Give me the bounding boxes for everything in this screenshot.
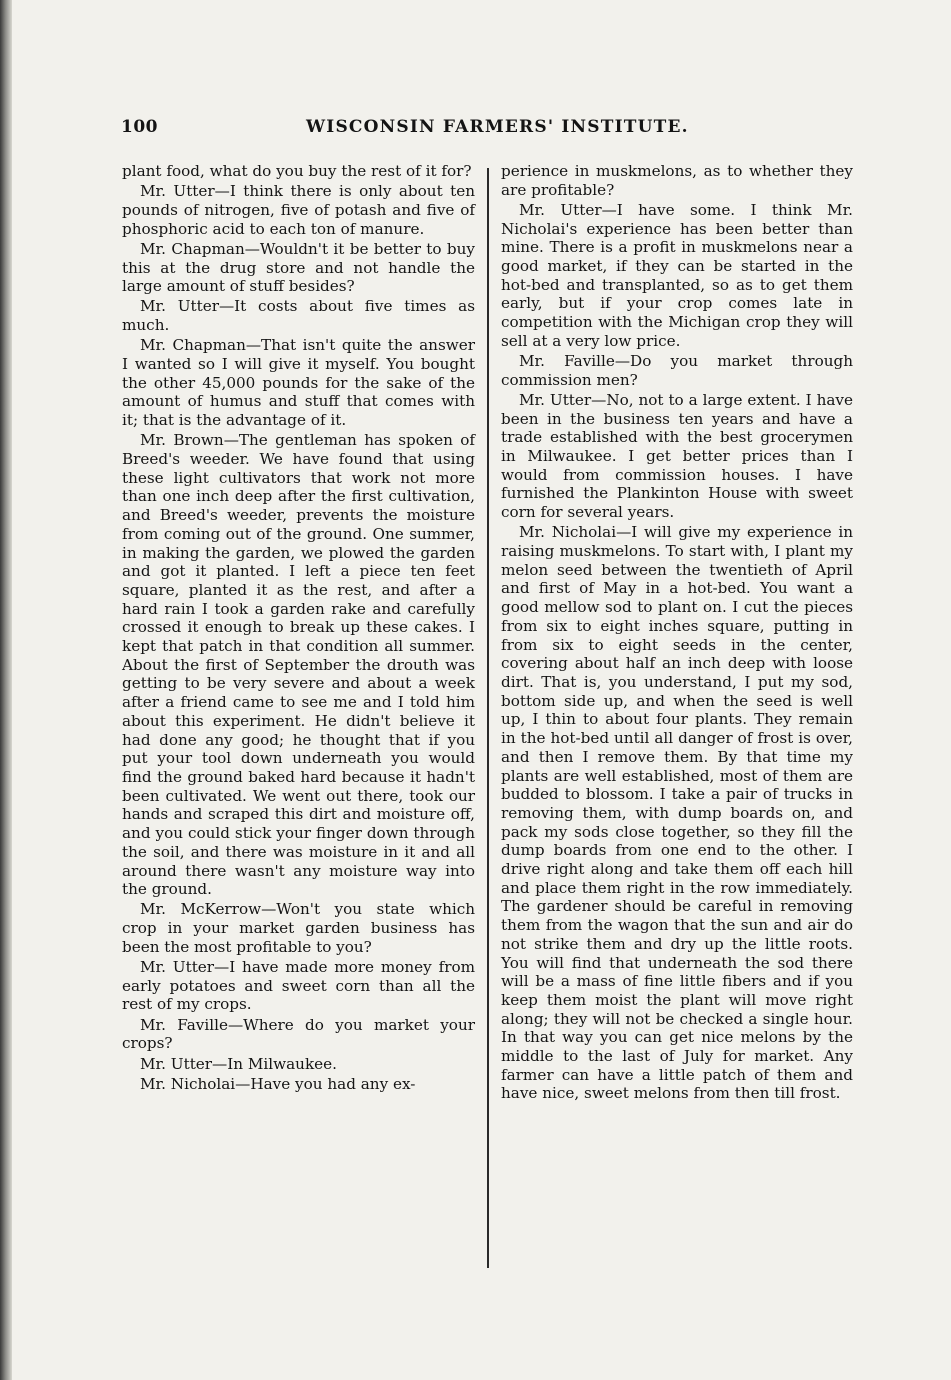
page-binding-edge bbox=[0, 0, 12, 1380]
page-number: 100 bbox=[121, 117, 158, 137]
paragraph: Mr. Faville—Do you market through commission men? bbox=[501, 352, 853, 389]
paragraph: Mr. Utter—No, not to a large extent. I have been in the business ten years and have a trade established with the best grocerymen in Milwaukee. I get better prices than I would from commission houses. I have furnished the Plankinton House with sweet corn for several years. bbox=[501, 390, 853, 522]
paragraph: Mr. Utter—I think there is only about ten pounds of nitrogen, five of potash and five of phosphoric acid to each ton of manure. bbox=[122, 182, 475, 238]
column-divider bbox=[487, 168, 489, 1268]
paragraph: Mr. Utter—I have made more money from early potatoes and sweet corn than all the rest of my crops. bbox=[122, 958, 475, 1014]
right-column bbox=[501, 162, 853, 1105]
paragraph: Mr. Utter—It costs about five times as much. bbox=[122, 297, 475, 335]
paragraph: Mr. Utter—In Milwaukee. bbox=[140, 1054, 337, 1073]
paragraph: Mr. Faville—Where do you market your crops? bbox=[122, 1015, 475, 1053]
left-column bbox=[122, 162, 475, 1095]
paragraph: plant food, what do you buy the rest of it for? bbox=[122, 162, 472, 180]
paragraph: perience in muskmelons, as to whether they are profitable? bbox=[501, 162, 853, 199]
paragraph: Mr. Chapman—Wouldn't it be better to buy this at the drug store and not handle the large amount of stuff besides? bbox=[122, 239, 475, 296]
paragraph: Mr. Nicholai—I will give my experience in raising muskmelons. To start with, I plant my melon seed between the twentieth of April and first of May in a hot-bed. You want a good mellow sod to plant on. I cut the pieces from six to eight inches square, putting in from six to eight seeds in the center, covering about half an inch deep with loose dirt. That is, you understand, I put my sod, bottom side up, and when the seed is well up, I thin to about four plants. They remain in the hot-bed until all danger of frost is over, and then I remove them. By that time my plants are well established, most of them are budded to blossom. I take a pair of trucks in removing them, with dump boards on, and pack my sods close together, so they fill the dump boards from one end to the other. I drive right along and take them off each hill and place them right in the row immediately. The gardener should be careful in removing them from the wagon that the sun and air do not strike them and dry up the little roots. You will find that underneath the sod there will be a mass of fine little fibers and if you keep them moist the plant will move right along; they will not be checked a single hour. In that way you can get nice melons by the middle to the last of July for market. Any farmer can have a little patch of them and have nice, sweet melons from then till frost. bbox=[501, 523, 853, 1103]
paragraph: Mr. McKerrow—Won't you state which crop in your market garden business has been the most profitable to you? bbox=[122, 900, 475, 956]
paragraph: Mr. Utter—I have some. I think Mr. Nicholai's experience has been better than mine. There is a profit in muskmelons near a good market, if they can be started in the hot-bed and transplanted, so as to get them early, but if your crop comes late in competition with the Michigan crop they will sell at a very low price. bbox=[501, 200, 853, 350]
paragraph: Mr. Nicholai—Have you had any ex- bbox=[140, 1074, 416, 1093]
paragraph: Mr. Chapman—That isn't quite the answer I wanted so I will give it myself. You bought the other 45,000 pounds for the sake of the amount of humus and stuff that comes with it; that is the advantage of it. bbox=[122, 336, 475, 430]
paragraph: Mr. Brown—The gentleman has spoken of Breed's weeder. We have found that using these light cultivators that work not more than one inch deep after the first cultivation, and Breed's weeder, prevents the moisture from coming out of the ground. One summer, in making the garden, we plowed the garden and got it planted. I left a piece ten feet square, planted it as the rest, and after a hard rain I took a garden rake and carefully crossed it enough to break up these cakes. I kept that patch in that condition all summer. About the first of September the drouth was getting to be very severe and about a week after a friend came to see me and I told him about this experiment. He didn't believe it had done any good; he thought that if you put your tool down underneath you would find the ground baked hard because it hadn't been cultivated. We went out there, took our hands and scraped this dirt and moisture off, and you could stick your finger down through the soil, and there was moisture in it and all around there wasn't any moisture way into the ground. bbox=[122, 431, 475, 899]
running-title: WISCONSIN FARMERS' INSTITUTE. bbox=[306, 117, 689, 137]
